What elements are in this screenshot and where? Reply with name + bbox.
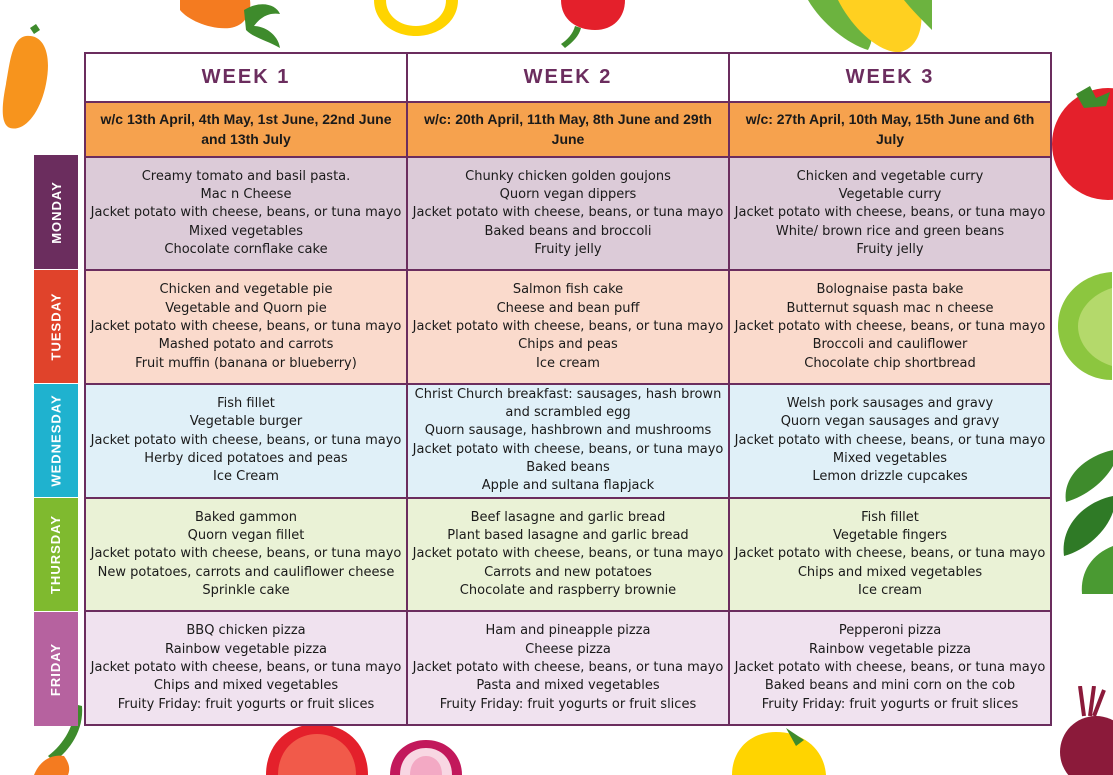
menu-cell-thursday-week-1: [85, 498, 407, 612]
menu-item: Jacket potato with cheese, beans, or tuna mayo: [734, 546, 1046, 562]
menu-item: Jacket potato with cheese, beans, or tuna mayo: [412, 205, 724, 221]
thursday-row: [85, 498, 1051, 612]
menu-item: Broccoli and cauliflower: [812, 337, 968, 353]
day-label-friday: FRIDAY: [48, 642, 64, 696]
menu-item: Fish fillet: [217, 396, 275, 411]
red-pepper-icon: [555, 0, 631, 48]
menu-item: Chunky chicken golden goujons: [465, 168, 671, 184]
menu-item: Chips and peas: [518, 337, 618, 353]
menu-item: Christ Church breakfast: sausages, hash brown and scrambled egg: [414, 386, 722, 421]
menu-grid: [84, 52, 1052, 726]
menu-item: Chicken and vegetable curry: [796, 168, 984, 184]
menu-item: Cheese and bean puff: [496, 300, 640, 316]
day-tab-wednesday: [34, 384, 78, 497]
menu-item: Cheese pizza: [525, 641, 611, 657]
menu-item: Jacket potato with cheese, beans, or tuna mayo: [734, 205, 1046, 221]
menu-cell-monday-week-2: [407, 157, 729, 271]
menu-item: New potatoes, carrots and cauliflower cheese: [97, 564, 395, 580]
menu-item: Quorn vegan fillet: [187, 527, 305, 543]
menu-item: Beef lasagne and garlic bread: [470, 509, 666, 525]
menu-item: Baked beans: [526, 460, 610, 476]
day-tab-friday: [34, 612, 78, 726]
menu-cell-wednesday-week-2: [407, 384, 729, 498]
week-2-title: WEEK 2: [407, 53, 729, 102]
menu-item: Baked beans and broccoli: [484, 223, 652, 239]
week-2-dates: w/c: 20th April, 11th May, 8th June and 29th June: [407, 102, 729, 157]
menu-item: Ham and pineapple pizza: [485, 623, 651, 639]
menu-item: Fruity Friday: fruit yogurts or fruit slices: [439, 696, 697, 712]
menu-item: Mixed vegetables: [832, 450, 948, 466]
menu-item: Fruity jelly: [856, 241, 924, 257]
week-dates-row: [85, 102, 1051, 157]
menu-item: Jacket potato with cheese, beans, or tuna mayo: [734, 432, 1046, 448]
menu-item: Vegetable burger: [189, 414, 303, 430]
week-3-dates: w/c: 27th April, 10th May, 15th June and 6th July: [729, 102, 1051, 157]
menu-cell-friday-week-1: [85, 611, 407, 725]
onion-icon: [388, 740, 464, 775]
day-label-wednesday: WEDNESDAY: [48, 394, 64, 487]
menu-cell-tuesday-week-3: [729, 270, 1051, 384]
menu-cell-monday-week-3: [729, 157, 1051, 271]
menu-item: Chocolate cornflake cake: [164, 241, 328, 257]
menu-item: Jacket potato with cheese, beans, or tuna mayo: [412, 441, 724, 457]
menu-item: Jacket potato with cheese, beans, or tuna mayo: [90, 432, 402, 448]
menu-item: Chicken and vegetable pie: [159, 282, 333, 298]
menu-item: Fruity Friday: fruit yogurts or fruit slices: [117, 696, 375, 712]
menu-item: Mac n Cheese: [200, 186, 292, 202]
tomato-slice-icon: [262, 724, 372, 775]
menu-item: Creamy tomato and basil pasta.: [141, 168, 351, 184]
menu-item: Quorn vegan sausages and gravy: [780, 414, 1000, 430]
menu-cell-thursday-week-3: [729, 498, 1051, 612]
wednesday-row: [85, 384, 1051, 498]
day-label-tuesday: TUESDAY: [48, 292, 64, 361]
menu-item: Chocolate and raspberry brownie: [459, 582, 677, 598]
menu-item: Baked beans and mini corn on the cob: [764, 678, 1016, 694]
menu-item: Sprinkle cake: [202, 582, 290, 598]
menu-item: Jacket potato with cheese, beans, or tuna mayo: [90, 546, 402, 562]
menu-item: White/ brown rice and green beans: [775, 223, 1005, 239]
menu-item: Quorn vegan dippers: [499, 186, 637, 202]
menu-cell-monday-week-1: [85, 157, 407, 271]
menu-item: Chocolate chip shortbread: [804, 355, 976, 371]
carrot-icon: [180, 0, 300, 52]
menu-item: Pepperoni pizza: [838, 623, 942, 639]
menu-item: Bolognaise pasta bake: [816, 282, 964, 298]
menu-item: Jacket potato with cheese, beans, or tuna mayo: [90, 205, 402, 221]
cabbage-icon: [1052, 268, 1113, 384]
tomato-icon: [1050, 84, 1113, 202]
menu-item: Herby diced potatoes and peas: [144, 450, 348, 466]
menu-item: Ice Cream: [213, 469, 279, 485]
corn-icon: [808, 0, 932, 54]
pepper-orange-icon: [0, 24, 56, 134]
menu-item: Chips and mixed vegetables: [153, 678, 339, 694]
menu-item: Lemon drizzle cupcakes: [812, 469, 968, 485]
menu-item: Jacket potato with cheese, beans, or tuna mayo: [734, 318, 1046, 334]
tuesday-row: [85, 270, 1051, 384]
menu-item: Vegetable curry: [838, 186, 942, 202]
menu-cell-wednesday-week-1: [85, 384, 407, 498]
day-tab-tuesday: [34, 270, 78, 383]
menu-item: Vegetable and Quorn pie: [165, 300, 327, 316]
menu-cell-tuesday-week-2: [407, 270, 729, 384]
menu-item: Vegetable fingers: [833, 527, 947, 543]
menu-item: Carrots and new potatoes: [484, 564, 652, 580]
menu-item: Ice cream: [536, 355, 600, 371]
menu-cell-tuesday-week-1: [85, 270, 407, 384]
menu-item: Fruit muffin (banana or blueberry): [135, 355, 357, 371]
day-tab-monday: [34, 155, 78, 269]
menu-item: Mixed vegetables: [188, 223, 304, 239]
menu-cell-wednesday-week-3: [729, 384, 1051, 498]
menu-cell-thursday-week-2: [407, 498, 729, 612]
day-label-monday: MONDAY: [48, 180, 64, 244]
menu-item: Pasta and mixed vegetables: [476, 678, 660, 694]
menu-item: Ice cream: [858, 582, 922, 598]
menu-item: Quorn sausage, hashbrown and mushrooms: [424, 423, 712, 439]
menu-item: Chips and mixed vegetables: [797, 564, 983, 580]
menu-item: Jacket potato with cheese, beans, or tuna mayo: [90, 318, 402, 334]
menu-item: Apple and sultana flapjack: [481, 478, 655, 494]
day-tab-thursday: [34, 498, 78, 611]
menu-item: Jacket potato with cheese, beans, or tuna mayo: [90, 659, 402, 675]
week-1-dates: w/c 13th April, 4th May, 1st June, 22nd June and 13th July: [85, 102, 407, 157]
menu-item: Jacket potato with cheese, beans, or tuna mayo: [412, 546, 724, 562]
menu-item: Jacket potato with cheese, beans, or tuna mayo: [412, 318, 724, 334]
menu-item: Jacket potato with cheese, beans, or tuna mayo: [734, 659, 1046, 675]
menu-item: Welsh pork sausages and gravy: [786, 396, 994, 411]
menu-cell-friday-week-2: [407, 611, 729, 725]
week-1-title: WEEK 1: [85, 53, 407, 102]
menu-item: Mashed potato and carrots: [158, 337, 334, 353]
menu-item: Fruity jelly: [534, 241, 602, 257]
week-header-row: [85, 53, 1051, 102]
week-3-title: WEEK 3: [729, 53, 1051, 102]
menu-item: BBQ chicken pizza: [186, 623, 306, 639]
day-label-thursday: THURSDAY: [48, 514, 64, 595]
menu-item: Fruity Friday: fruit yogurts or fruit slices: [761, 696, 1019, 712]
yellow-pepper-ring-icon: [370, 0, 462, 40]
menu-item: Jacket potato with cheese, beans, or tuna mayo: [412, 659, 724, 675]
yellow-pepper-icon: [726, 726, 836, 775]
menu-item: Plant based lasagne and garlic bread: [447, 527, 689, 543]
friday-row: [85, 611, 1051, 725]
menu-item: Baked gammon: [194, 509, 298, 525]
menu-item: Butternut squash mac n cheese: [786, 300, 994, 316]
menu-item: Rainbow vegetable pizza: [164, 641, 327, 657]
menu-item: Salmon fish cake: [512, 282, 624, 298]
menu-item: Fish fillet: [861, 509, 919, 525]
menu-item: Rainbow vegetable pizza: [808, 641, 971, 657]
monday-row: [85, 157, 1051, 271]
spinach-leaves-icon: [1056, 446, 1113, 596]
menu-cell-friday-week-3: [729, 611, 1051, 725]
